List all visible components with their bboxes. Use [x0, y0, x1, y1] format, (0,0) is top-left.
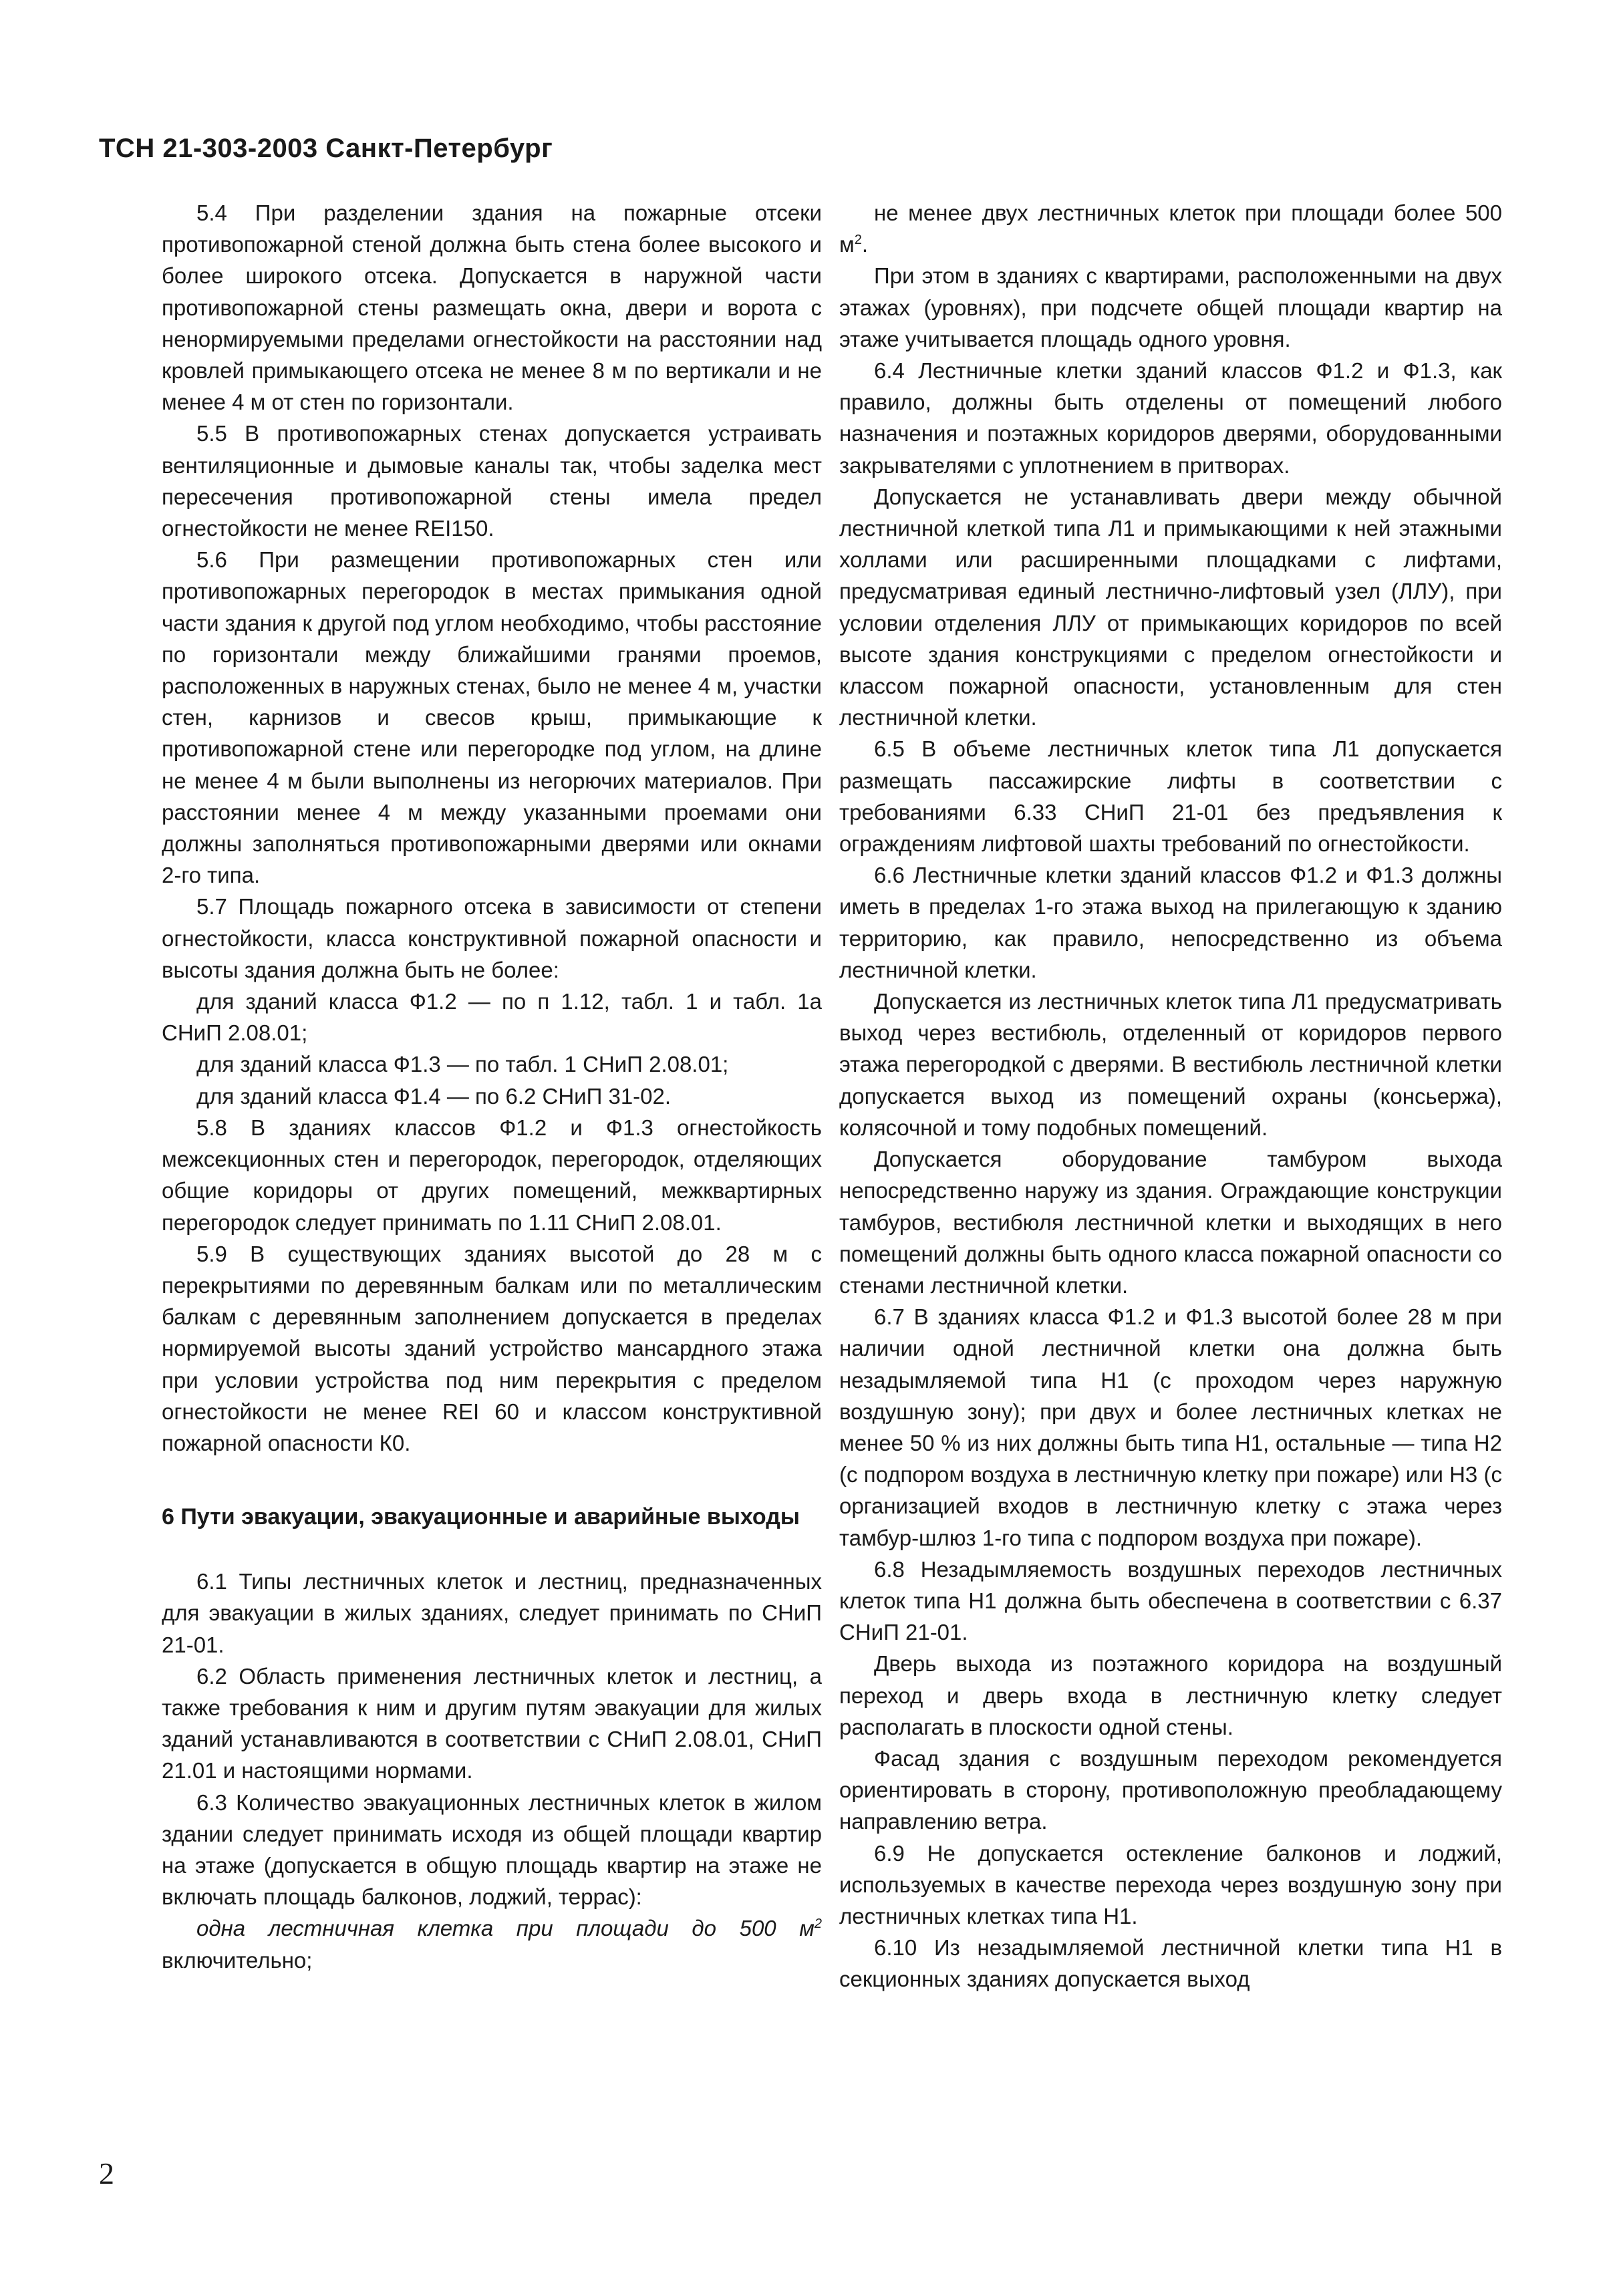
- superscript: 2: [854, 233, 862, 248]
- paragraph-6-1: 6.1 Типы лестничных клеток и лестниц, предназначенных для эвакуации в жилых зданиях, следует принимать по СНиП 21-01.: [162, 1569, 822, 1657]
- paragraph-5-7-item-1: для зданий класса Ф1.2 — по п 1.12, табл. 1 и табл. 1а СНиП 2.08.01;: [162, 989, 822, 1046]
- paragraph-6-3-item-2: [839, 197, 1502, 260]
- paragraph-6-9: 6.9 Не допускается остекление балконов и лоджий, используемых в качестве перехода через воздушную зону при лестничных клетках типа Н1.: [839, 1840, 1502, 1928]
- paragraph-5-4: 5.4 При разделении здания на пожарные отсеки противопожарной стеной должна быть стена более высокого и более широкого отсека. Допускается в наружной части противопожарной стены размещать окна, двери и ворота с ненормируемыми пределами огнестойкости на расстоянии над кровлей примыкающего отсека не менее 8 м по вертикали и не менее 4 м от стен по горизонтали.: [162, 200, 822, 415]
- paragraph-6-8: 6.8 Незадымляемость воздушных переходов лестничных клеток типа Н1 должна быть обеспечена в соответствии с 6.37 СНиП 21-01.: [839, 1556, 1502, 1645]
- item-1-text: одна лестничная клетка при площади до 500 м: [196, 1916, 815, 1941]
- paragraph-5-7-item-3: для зданий класса Ф1.4 — по 6.2 СНиП 31-02.: [196, 1083, 672, 1109]
- paragraph-6-3-note: При этом в зданиях с квартирами, расположенными на двух этажах (уровнях), при подсчете общей площади квартир на этаже учитывается площадь одного уровня.: [839, 263, 1502, 351]
- paragraph-5-7: 5.7 Площадь пожарного отсека в зависимости от степени огнестойкости, класса конструктивной пожарной опасности и высоты здания должна быть не более:: [162, 894, 822, 982]
- paragraph-6-4: 6.4 Лестничные клетки зданий классов Ф1.2 и Ф1.3, как правило, должны быть отделены от помещений любого назначения и поэтажных коридоров дверями, оборудованными закрывателями с уплотнением в притворах.: [839, 358, 1502, 478]
- paragraph-5-7-item-2: для зданий класса Ф1.3 — по табл. 1 СНиП 2.08.01;: [196, 1052, 729, 1077]
- paragraph-5-5: 5.5 В противопожарных стенах допускается устраивать вентиляционные и дымовые каналы так, чтобы заделка мест пересечения противопожарной стены имела предел огнестойкости не менее REI150.: [162, 421, 822, 541]
- paragraph-6-5: 6.5 В объеме лестничных клеток типа Л1 допускается размещать пассажирские лифты в соответствии с требованиями 6.33 СНиП 21-01 без предъявления к ограждениям лифтовой шахты требований по огнестойкости.: [839, 736, 1502, 857]
- paragraph-6-7: 6.7 В зданиях класса Ф1.2 и Ф1.3 высотой более 28 м при наличии одной лестничной клетки она должна быть незадымляемой типа Н1 (с проходом через наружную воздушную зону); при двух и более лестничных клетках не менее 50 % из них должны быть типа Н1, остальные — типа Н2 (с подпором воздуха в лестничную клетку при пожаре) или Н3 (с организацией входов в лестничную клетку с этажа через тамбур-шлюз 1-го типа с подпором воздуха при пожаре).: [839, 1304, 1502, 1550]
- item-2-end: .: [861, 232, 868, 257]
- superscript: 2: [814, 1916, 822, 1932]
- paragraph-5-6: 5.6 При размещении противопожарных стен или противопожарных перегородок в местах примыкания одной части здания к другой под углом необходимо, чтобы расстояние по горизонтали между ближайшими гранями проемов, расположенных в наружных стенах, было не менее 4 м, участки стен, карнизов и свесов крыш, примыкающие к противопожарной стене или перегородке под углом, на длине не менее 4 м были выполнены из негорючих материалов. При расстоянии менее 4 м между указанными проемами они должны заполняться противопожарными дверями или окнами 2-го типа.: [162, 547, 822, 888]
- paragraph-6-4-note: Допускается не устанавливать двери между обычной лестничной клеткой типа Л1 и примыкающими к ней этажными холлами или расширенными площадками с лифтами, предусматривая единый лестнично-лифтовый узел (ЛЛУ), при условии отделения ЛЛУ от примыкающих коридоров по всей высоте здания конструкциями с пределом огнестойкости и классом пожарной опасности, установленным для стен лестничной клетки.: [839, 484, 1502, 730]
- paragraph-6-2: 6.2 Область применения лестничных клеток и лестниц, а также требования к ним и другим путям эвакуации для жилых зданий устанавливаются в соответствии с СНиП 2.08.01, СНиП 21.01 и настоящими нормами.: [162, 1663, 822, 1783]
- paragraph-6-6-note-2: Допускается оборудование тамбуром выхода непосредственно наружу из здания. Ограждающие конструкции тамбуров, вестибюля лестничной клетки и выходящих в него помещений должны быть одного класса пожарной опасности со стенами лестничной клетки.: [839, 1147, 1502, 1298]
- section-6-heading: 6 Пути эвакуации, эвакуационные и аварийные выходы: [162, 1504, 800, 1530]
- page-number: 2: [99, 2156, 114, 2190]
- paragraph-6-6-note-1: Допускается из лестничных клеток типа Л1 предусматривать выход через вестибюль, отделенный от коридоров первого этажа перегородкой с дверями. В вестибюль лестничной клетки допускается выход из помещений охраны (консьержа), колясочной и тому подобных помещений.: [839, 989, 1502, 1140]
- paragraph-5-9: 5.9 В существующих зданиях высотой до 28 м с перекрытиями по деревянным балкам или по металлическим балкам с деревянным заполнением допускается в пределах нормируемой высоты зданий устройство мансардного этажа при условии устройства под ним перекрытия с пределом огнестойкости не менее REI 60 и классом конструктивной пожарной опасности К0.: [162, 1241, 822, 1455]
- right-column: [839, 197, 1502, 1995]
- paragraph-6-10: 6.10 Из незадымляемой лестничной клетки типа Н1 в секционных зданиях допускается выход: [839, 1935, 1502, 1992]
- item-2-text: не менее двух лестничных клеток при площади более 500 м: [839, 200, 1502, 257]
- item-1-end: включительно;: [162, 1947, 313, 1973]
- document-header: ТСН 21-303-2003 Санкт-Петербург: [99, 134, 553, 163]
- paragraph-6-3: 6.3 Количество эвакуационных лестничных клеток в жилом здании следует принимать исходя из общей площади квартир на этаже (допускается в общую площадь квартир на этаже не включать площадь балконов, лоджий, террас):: [162, 1789, 822, 1910]
- left-column: [162, 197, 822, 1976]
- paragraph-6-3-item-1: [162, 1912, 822, 1975]
- paragraph-6-6: 6.6 Лестничные клетки зданий классов Ф1.2 и Ф1.3 должны иметь в пределах 1-го этажа выход на прилегающую к зданию территорию, как правило, непосредственно из объема лестничной клетки.: [839, 863, 1502, 982]
- paragraph-6-8-note-2: Фасад здания с воздушным переходом рекомендуется ориентировать в сторону, противоположную преобладающему направлению ветра.: [839, 1745, 1502, 1834]
- paragraph-6-8-note-1: Дверь выхода из поэтажного коридора на воздушный переход и дверь входа в лестничную клетку следует располагать в плоскости одной стены.: [839, 1651, 1502, 1739]
- paragraph-5-8: 5.8 В зданиях классов Ф1.2 и Ф1.3 огнестойкость межсекционных стен и перегородок, перегородок, отделяющих общие коридоры от других помещений, межквартирных перегородок следует принимать по 1.11 СНиП 2.08.01.: [162, 1115, 822, 1235]
